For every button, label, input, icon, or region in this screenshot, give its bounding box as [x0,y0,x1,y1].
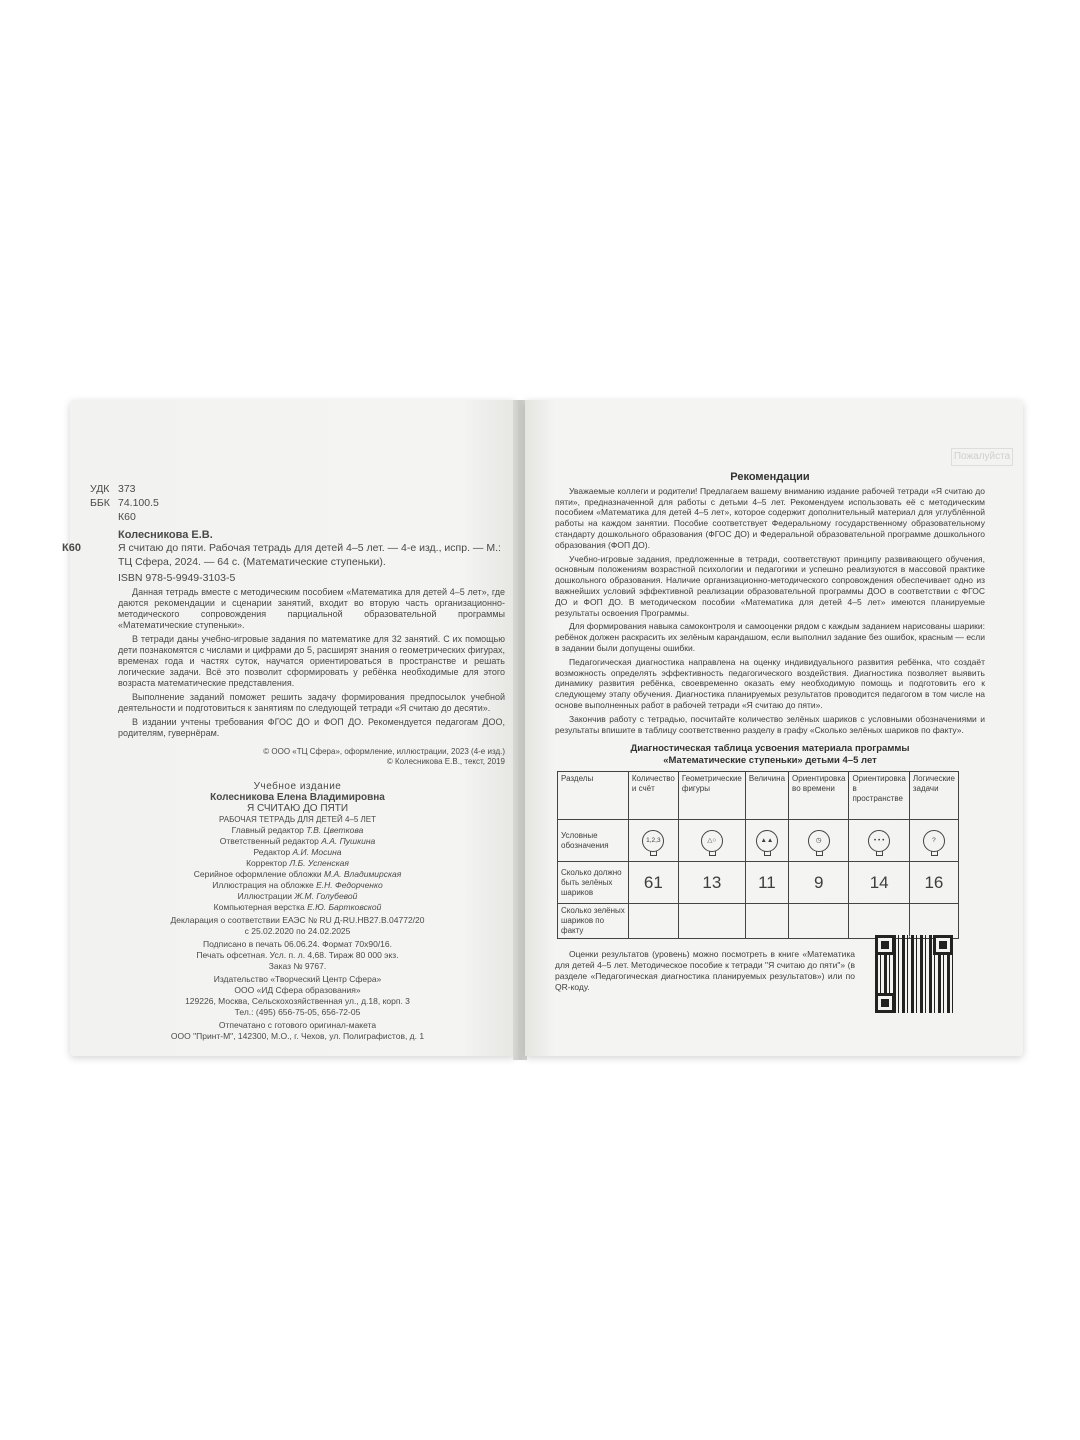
planned-shapes: 13 [678,862,745,904]
staff-list: Главный редактор Т.В. Цветкова Ответственный редактор А.А. Пушкина Редактор А.И. Мосина Корректор Л.Б. Успенская Серийное оформление обложки М.А. Владимирская Иллюстрация на обложке Е.Н. Федорченко Иллюстрации Ж.М. Голубевой Компьютерная верстка Е.Ю. Бартковской Декларация о соответствии ЕАЭС № RU Д-RU.НВ27.В.04772/20 с 25.02.2020 по 24.02.2025 Подписано в печать 06.06.24. Формат 70х90/16. Печать офсетная. Усл. п. л. 4,68. Тираж 80 000 экз. Заказ № 9767. Издательство «Творческий Центр Сфера» ООО «ИД Сфера образования» 129226, Москва, Сельскохозяйственная ул., д.18, корп. 3 Тел.: (495) 656-75-05, 656-72-05 Отпечатано с готового оригинал-макета ООО "Принт-М", 142300, М.О., г. Чехов, ул. Полиграфистов, д. 1 [90,825,505,1042]
imprint-page [62,482,505,1042]
footer-note: Оценки результатов (уровень) можно посмотреть в книге «Математика для детей 4–5 лет. Методическое пособие к тетради "Я считаю до пяти"» (в разделе «Педагогическая диагностика планируемых результатов») или по QR-коду. [555,949,855,992]
left-page [62,400,515,1056]
balloon-question-icon: ? [923,830,945,852]
balloon-dots-icon: • • • [868,830,890,852]
staff-line: Иллюстрация на обложке Е.Н. Федорченко [212,880,383,890]
bbk-row: ББК 74.100.5 [90,496,159,509]
right-page [525,400,1023,1056]
planned-count: 61 [628,862,678,904]
fact-cell [678,904,745,939]
qr-code-icon [875,935,953,1013]
rec-paragraph-3: Для формирования навыка самоконтроля и самооценки рядом с каждым заданием нарисованы шарики: ребёнок должен раскрасить их зелёным карандашом, если выполнил задание без ошибок, красным — если в задании были допущены ошибки. [555,621,985,653]
balloon-clock-icon: ◷ [808,830,830,852]
planned-time: 9 [789,862,849,904]
output-data: Учебное издание Колесникова Елена Владимировна Я СЧИТАЮ ДО ПЯТИ РАБОЧАЯ ТЕТРАДЬ ДЛЯ ДЕТЕЙ 4–5 ЛЕТ [210,781,385,824]
staff-line: Компьютерная верстка Е.Ю. Бартковской [213,902,382,912]
staff-line: Редактор А.И. Мосина [253,847,342,857]
fact-cell [789,904,849,939]
staff-line: Ответственный редактор А.А. Пушкина [219,836,376,846]
table-row: Сколько должно быть зелёных шариков 61 13 11 9 14 16 [558,862,959,904]
annotation-2: В тетради даны учебно-игровые задания по математике для 32 занятий. С их помощью дети познакомятся с числами и цифрами до 5, расширят знания о геометрических фигурах, временах года и частях суток, научатся ориентироваться в пространстве и решать логические задачи. Всё это позволит сформировать у ребёнка необходимые для этого возраста математические представления. [118,634,505,688]
staff-line: Иллюстрации Ж.М. Голубевой [237,891,358,901]
open-book [62,400,1030,1060]
rec-paragraph-4: Педагогическая диагностика направлена на оценку индивидуального развития ребёнка, что создаёт возможность определять эффективность педагогического воздействия. Диагностика позволяет выявить динамику развития ребёнка, своевременно оказать ему необходимую помощь и подготовить его к следующему этапу обучения. Диагностика планируемых результатов проводится педагогом в том числе на основе выполненных работ в рабочей тетради «Я считаю до пяти». [555,656,985,710]
show-through-tab: Пожалуйста [951,448,1013,466]
udk-row: УДК 373 [90,482,136,495]
staff-line: Корректор Л.Б. Успенская [246,858,349,868]
fact-cell [745,904,788,939]
isbn: ISBN 978-5-9949-3103-5 [118,572,236,584]
balloon-trees-icon: ▲▲ [756,830,778,852]
annotation-1: Данная тетрадь вместе с методическим пособием «Математика для детей 4–5 лет», где даются рекомендации и сценарии занятий, входит во вторую часть организационно-методического сопровождения парциальной образовательной программы «Математические ступеньки». [118,587,505,630]
table-row: Сколько зелёных шариков по факту [558,904,959,939]
table-title: Диагностическая таблица усвоения материала программы «Математические ступеньки» детьми 4–5 лет [630,743,910,767]
bibliographic-record: К60 Я считаю до пяти. Рабочая тетрадь для детей 4–5 лет. — 4-е изд., испр. — М.: ТЦ Сфера, 2024. — 64 с. (Математические ступеньки). [62,542,501,568]
rec-paragraph-2: Учебно-игровые задания, предложенные в тетради, соответствуют принципу развивающего обучения, основным положениям возрастной психологии и педагогики и успешно реализуются в массовой практике дошкольного образования. Наличие организационно-методического сопровождения обеспечивает одно из важнейших условий эффективной реализации образовательной программы ДОО в соответствии с ФГОС ДО и ФОП ДО. В методическом пособии «Математика для детей 4–5 лет» имеются планируемые результаты освоения Программы. [555,553,985,618]
rec-paragraph-5: Закончив работу с тетрадью, посчитайте количество зелёных шариков с условными обозначениями и результаты впишите в таблицу соответственно разделу в графу «Сколько зелёных шариков по факту». [555,713,985,735]
fact-cell [849,904,909,939]
recommendations-heading: Рекомендации [730,471,810,483]
code-row: К60 [118,510,136,523]
author-heading: Колесникова Е.В. [118,529,213,541]
recommendations [555,472,985,1013]
planned-logic: 16 [909,862,958,904]
footer-block [555,949,985,1013]
staff-line: Серийное оформление обложки М.А. Владимирская [193,869,402,879]
k60-code: К60 [62,542,81,554]
fact-cell [628,904,678,939]
planned-size: 11 [745,862,788,904]
balloon-count-icon: 1,2,3 [642,830,664,852]
annotation-4: В издании учтены требования ФГОС ДО и ФОП ДО. Рекомендуется педагогам ДОО, родителям, гувернёрам. [118,717,505,738]
staff-line: Главный редактор Т.В. Цветкова [231,825,364,835]
rec-paragraph-1: Уважаемые коллеги и родители! Предлагаем вашему вниманию издание рабочей тетради «Я считаю до пяти», предназначенной для работы с детьми 4–5 лет. Рекомендуем использовать её с методическим пособием «Математика для детей 4–5 лет», которое содержит дополнительный материал для углублённой работы на каждом занятии. Пособие соответствует Федеральному государственному образовательному стандарту дошкольного образования (ФГОС ДО) и Федеральной образовательной программе дошкольного образования (ФОП ДО). [555,485,985,550]
annotation-3: Выполнение заданий поможет решить задачу формирования предпосылок учебной деятельности и подготовиться к занятиям по следующей тетради «Я считаю до десяти». [118,692,505,713]
copyright: © ООО «ТЦ Сфера», оформление, иллюстрации, 2023 (4-е изд.) © Колесникова Е.В., текст, 2019 [263,747,505,766]
planned-space: 14 [849,862,909,904]
balloon-shapes-icon: △○ [701,830,723,852]
diagnostic-table [557,771,959,939]
table-row: Разделы Количество и счёт Геометрические фигуры Величина Ориентировка во времени Ориентировка в пространстве Логические задачи [558,772,959,820]
table-row: Условные обозначения 1,2,3 △○ ▲▲ ◷ • • • ? [558,820,959,862]
fact-cell [909,904,958,939]
